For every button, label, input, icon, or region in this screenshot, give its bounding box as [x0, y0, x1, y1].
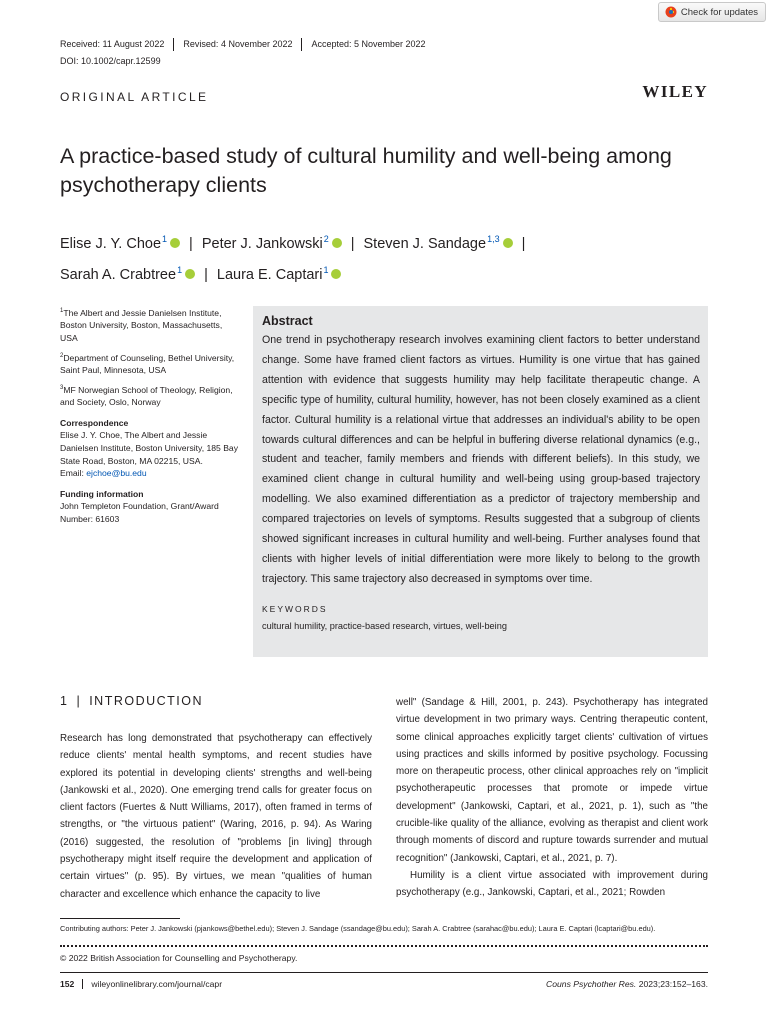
author[interactable] [216, 264, 342, 283]
article-type: ORIGINAL ARTICLE [60, 90, 209, 104]
abstract-heading: Abstract [262, 314, 313, 328]
author-affiliation-sup[interactable]: 1,3 [487, 234, 500, 244]
orcid-icon[interactable] [332, 238, 342, 248]
body-column-right [396, 694, 708, 902]
journal-name: Couns Psychother Res. [546, 979, 637, 989]
contributing-authors: Contributing authors: Peter J. Jankowski (pjankows@bethel.edu); Steven J. Sandage (ssandage@bu.edu); Sarah A. Crabtree (sarahac@bu.edu); Laura E. Captari (lcaptari@bu.edu). [60, 924, 656, 933]
body-paragraph: Humility is a client virtue associated with improvement during psychotherapy (e.g., Jankowski, Captari, et al., 2021; Rowden [396, 869, 708, 899]
author[interactable] [60, 236, 180, 252]
author[interactable] [60, 264, 195, 283]
author-name[interactable]: Elise J. Y. Choe [60, 235, 162, 252]
affiliation-sup: 2 [60, 352, 64, 359]
divider [60, 972, 708, 973]
author-affiliation-sup[interactable]: 1 [323, 264, 329, 275]
author-separator: | [350, 235, 355, 252]
article-dates [60, 38, 435, 51]
doi: DOI: 10.1002/capr.12599 [60, 56, 161, 66]
citation: 2023;23:152–163. [636, 979, 708, 989]
orcid-icon[interactable] [331, 269, 341, 279]
author-name[interactable]: Sarah A. Crabtree [60, 266, 177, 283]
correspondence-email-line [60, 467, 240, 480]
author-name[interactable]: Peter J. Jankowski [201, 235, 323, 252]
revised-date: Revised: 4 November 2022 [173, 38, 301, 51]
author-affiliation-sup[interactable]: 2 [323, 234, 329, 244]
author-name[interactable]: Steven J. Sandage [363, 235, 487, 252]
affiliation-text: The Albert and Jessie Danielsen Institute, Boston University, Boston, Massachusetts, USA [60, 307, 223, 344]
crossmark-icon [665, 6, 677, 18]
author-separator: | [521, 235, 526, 252]
affiliation-text: Department of Counseling, Bethel University, Saint Paul, Minnesota, USA [60, 352, 235, 376]
author-separator: | [204, 266, 208, 283]
journal-url[interactable]: wileyonlinelibrary.com/journal/capr [91, 979, 223, 989]
orcid-icon[interactable] [503, 238, 513, 248]
section-separator: | [76, 694, 82, 708]
email-link[interactable]: ejchoe@bu.edu [86, 468, 147, 479]
author-affiliation-sup[interactable]: 1 [162, 234, 168, 244]
article-title: A practice-based study of cultural humility and well-being among psychotherapy clients [60, 144, 672, 197]
received-date: Received: 11 August 2022 [60, 39, 165, 49]
check-for-updates-label: Check for updates [680, 6, 758, 18]
body-paragraph: well" (Sandage & Hill, 2001, p. 243). Psychotherapy has integrated virtue development in two primary ways. Centring therapeutic content, some clinical approaches explicitly target clients' cultivation of virtues using practices and skills informed by positive psychology. Focussing more on therapeutic process, other clinical approaches rely on "implicit psychotherapeutic processes that promote or impede virtue development" (Jankowski, Captari, et al., 2021, p. 1), such as "the crucible-like quality of the alliance, evolving as therapist and client work through moments of discord and rupture towards surrender and mutual recognition" (Jankowski, Captari, et al., 2021, p. 7). [396, 697, 708, 864]
orcid-icon[interactable] [170, 238, 180, 248]
affiliation [60, 305, 240, 345]
section-number: 1 [60, 694, 69, 708]
page-number: 152 [60, 979, 83, 989]
correspondence-text: Elise J. Y. Choe, The Albert and Jessie Danielsen Institute, Boston University, 185 Bay State Road, Boston, MA 02215, USA. [60, 430, 239, 466]
divider [60, 945, 708, 947]
footer-left [60, 979, 222, 989]
funding-text: John Templeton Foundation, Grant/Award Number: 61603 [60, 501, 219, 524]
author-name[interactable]: Laura E. Captari [216, 266, 323, 283]
abstract-text: One trend in psychotherapy research involves examining client factors to better understand change. Some have framed client factors as virtues. Humility is one virtue that has gained attention with evidence that suggests humility may help facilitate therapeutic change. A specific type of humility, cultural humility, however, has not been closely examined as a client factor. Cultural humility is a relational virtue that addresses an individual's ability to be open towards cultural differences and can be helpful in buffering diverse relational dynamics (e.g., student and teacher, family members and friends with different beliefs). In this study, we examined client change in cultural humility and well-being using group-based trajectory modelling. We also examined differentiation as a predictor of trajectory membership and compared trajectories on levels of symptoms. Results suggested that a subgroup of clients showed significant increases in cultural humility and well-being. Further analyses found that clients with higher levels of initial differentiation were more likely to belong to the growth trajectory. This same trajectory also decreased in symptoms over time. [262, 334, 700, 585]
footer-citation [546, 979, 708, 989]
publisher-logo: WILEY [642, 82, 708, 101]
affiliation [60, 382, 240, 409]
abstract-box [253, 306, 708, 657]
correspondence-heading: Correspondence [60, 417, 129, 428]
funding-heading: Funding information [60, 488, 144, 499]
copyright: © 2022 British Association for Counselling and Psychotherapy. [60, 953, 298, 963]
section-title: INTRODUCTION [89, 694, 204, 708]
check-for-updates-button[interactable] [658, 2, 766, 22]
body-column-left: Research has long demonstrated that psychotherapy can effectively reduce clients' mental health symptoms, and recent studies have explored its potential in developing clients' strengths and well-being (Jankowski et al., 2020). One emerging trend calls for greater focus on client factors (Fuertes & Nutt Williams, 2017), often framed in terms of strengths, or "the virtuous patient" (Waring, 2016, p. 94). As Waring (2016) suggested, the resolution of "problems [in living] through psychotherapy might itself require the development and application of certain virtues" (p. 95). By virtues, we mean "qualities of human character and excellence which enhance the capacity to live [60, 733, 372, 900]
author-list [60, 226, 700, 288]
accepted-date: Accepted: 5 November 2022 [301, 38, 434, 51]
author-info-column [60, 305, 240, 525]
author[interactable] [364, 236, 513, 252]
author[interactable] [202, 236, 342, 252]
author-separator: | [189, 235, 193, 252]
author-affiliation-sup[interactable]: 1 [177, 264, 183, 275]
affiliation-text: MF Norwegian School of Theology, Religion, and Society, Oslo, Norway [60, 384, 233, 408]
divider [60, 918, 180, 919]
keywords-text: cultural humility, practice-based research, virtues, well-being [262, 620, 507, 631]
orcid-icon[interactable] [185, 269, 195, 279]
affiliation-sup: 3 [60, 384, 64, 391]
keywords-heading: KEYWORDS [262, 603, 328, 614]
section-heading [60, 694, 203, 708]
affiliation [60, 350, 240, 377]
affiliation-sup: 1 [60, 308, 64, 314]
email-label: Email: [60, 468, 87, 479]
